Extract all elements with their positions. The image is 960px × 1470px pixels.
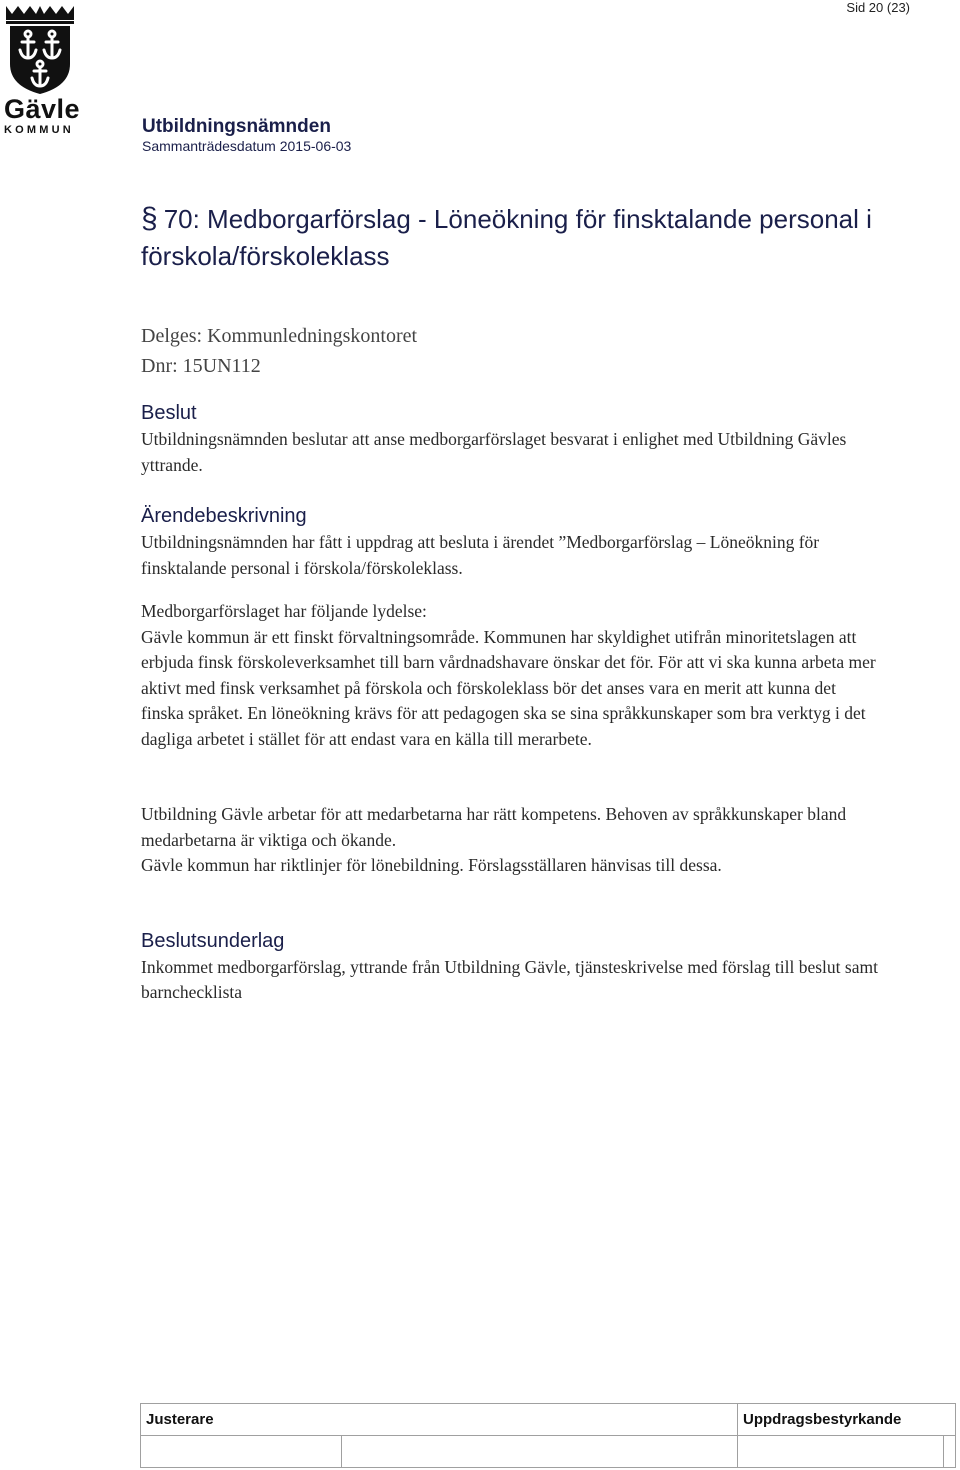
dnr: Dnr: 15UN112 xyxy=(141,355,261,377)
logo-subname: KOMMUN xyxy=(4,124,74,136)
page-number: Sid 20 (23) xyxy=(846,0,910,15)
coat-of-arms-icon xyxy=(4,4,76,96)
signature-cell xyxy=(944,1436,956,1468)
meeting-date: Sammanträdesdatum 2015-06-03 xyxy=(142,138,352,154)
response-paragraph-1: Utbildning Gävle arbetar för att medarbetarna har rätt kompetens. Behoven av språkkunskaper bland medarbetarna är viktiga och ökande. xyxy=(141,804,847,850)
lydelse-label: Medborgarförslaget har följande lydelse: xyxy=(141,601,427,621)
minutes-item xyxy=(141,200,881,1006)
lydelse-text: Gävle kommun är ett finskt förvaltningsområde. Kommunen har skyldighet utifrån minoritetslagen att erbjuda finsk förskoleverksamhet till barn vårdnadshavare önskar det för. För att vi ska kunna arbeta mer aktivt med finsk verksamhet på förskola och förskoleklass bör det anses vara en merit att kunna det finska språket. En löneökning krävs för att pedagogen ska se sina språkkunskaper som bra verktyg i det dagliga arbetet i stället för att endast vara en källa till merarbete. xyxy=(141,626,876,749)
arendebeskrivning-heading: Ärendebeskrivning xyxy=(141,505,307,527)
logo-name: Gävle xyxy=(4,94,81,124)
signature-cell xyxy=(141,1436,342,1468)
beslut-heading: Beslut xyxy=(141,402,197,424)
signature-cell xyxy=(342,1436,738,1468)
uppdragsbestyrkande-label: Uppdragsbestyrkande xyxy=(738,1404,956,1436)
delges: Delges: Kommunledningskontoret xyxy=(141,325,418,347)
response-paragraph-2: Gävle kommun har riktlinjer för lönebildning. Förslagsställaren hänvisas till dessa. xyxy=(141,855,722,875)
beslut-text: Utbildningsnämnden beslutar att anse medborgarförslaget besvarat i enlighet med Utbildning Gävles yttrande. xyxy=(141,429,847,475)
signature-cell xyxy=(738,1436,944,1468)
arendebeskrivning-intro: Utbildningsnämnden har fått i uppdrag att besluta i ärendet ”Medborgarförslag – Löneökning för finsktalande personal i förskola/förskoleklass. xyxy=(141,532,820,578)
committee-name: Utbildningsnämnden xyxy=(142,116,331,137)
beslutsunderlag-text: Inkommet medborgarförslag, yttrande från Utbildning Gävle, tjänsteskrivelse med förslag till beslut samt barnchecklista xyxy=(141,956,878,1002)
signature-table xyxy=(140,1403,956,1468)
item-title-text: 70: Medborgarförslag - Löneökning för finsktalande personal i förskola/förskoleklass xyxy=(141,204,872,271)
gavle-kommun-logo xyxy=(4,4,81,136)
item-title xyxy=(141,200,881,275)
justerare-label: Justerare xyxy=(141,1404,738,1436)
section-symbol: § xyxy=(141,202,158,235)
beslutsunderlag-heading: Beslutsunderlag xyxy=(141,929,285,952)
